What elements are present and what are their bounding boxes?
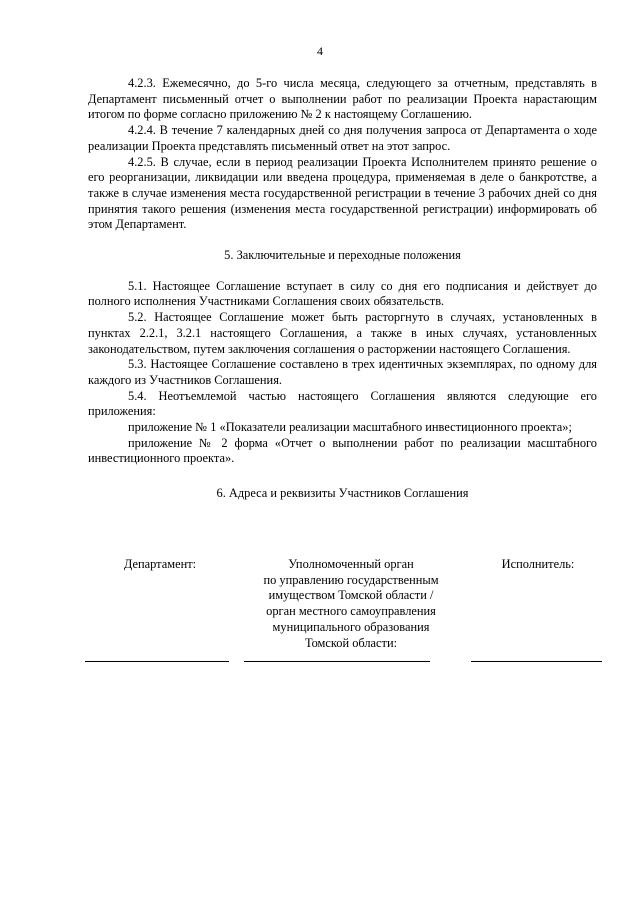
appendix-1-item: приложение № 1 «Показатели реализации масштабного инвестиционного проекта»; <box>128 420 572 435</box>
paragraph-5-3: 5.3. Настоящее Соглашение составлено в трех идентичных экземплярах, по одному для каждого из Участников Соглашения. <box>88 357 597 387</box>
section-6-title: 6. Адреса и реквизиты Участников Соглашения <box>216 486 469 501</box>
section-5-title: 5. Заключительные и переходные положения <box>224 248 461 263</box>
document-body <box>88 76 597 502</box>
executor-signature-label: Исполнитель: <box>501 557 575 571</box>
paragraph-5-2: 5.2. Настоящее Соглашение может быть расторгнуто в случаях, установленных в пунктах 2.2.1, 3.2.1 настоящего Соглашения, а также в иных случаях, установленных законодательством, путем заключения соглашения о расторжении настоящего Соглашения. <box>88 310 597 356</box>
paragraph-4-2-4: 4.2.4. В течение 7 календарных дней со дня получения запроса от Департамента о ходе реализации Проекта представлять письменный ответ на этот запрос. <box>88 123 597 153</box>
authorized-body-signature-line <box>244 661 430 662</box>
department-signature-line <box>85 661 229 662</box>
executor-signature-line <box>471 661 602 662</box>
paragraph-5-1: 5.1. Настоящее Соглашение вступает в силу со дня его подписания и действует до полного исполнения Участниками Соглашения своих обязательств. <box>88 278 597 309</box>
paragraph-4-2-3: 4.2.3. Ежемесячно, до 5-го числа месяца, следующего за отчетным, представлять в Департамент письменный отчет о выполнении работ по реализации Проекта нарастающим итогом по форме согласно приложению № 2 к настоящему Соглашению. <box>88 76 597 122</box>
page-number: 4 <box>317 44 323 58</box>
paragraph-5-4: 5.4. Неотъемлемой частью настоящего Соглашения являются следующие его приложения: <box>88 388 597 419</box>
paragraph-4-2-5: 4.2.5. В случае, если в период реализации Проекта Исполнителем принято решение о его реорганизации, ликвидации или введена процедура, применяемая в деле о банкротстве, а также в случае изменения места государственной регистрации в течение 3 рабочих дней со дня принятия такого решения (изменения места государственной регистрации) информировать об этом Департамент. <box>88 154 597 232</box>
department-signature-label: Департамент: <box>123 557 197 571</box>
appendix-2-item: приложение № 2 форма «Отчет о выполнении работ по реализации масштабного инвестиционного проекта». <box>88 435 597 466</box>
authorized-body-signature-label: Уполномоченный орган по управлению государственным имуществом Томской области / орган местного самоуправления муниципального образования Томской области: <box>263 557 439 650</box>
